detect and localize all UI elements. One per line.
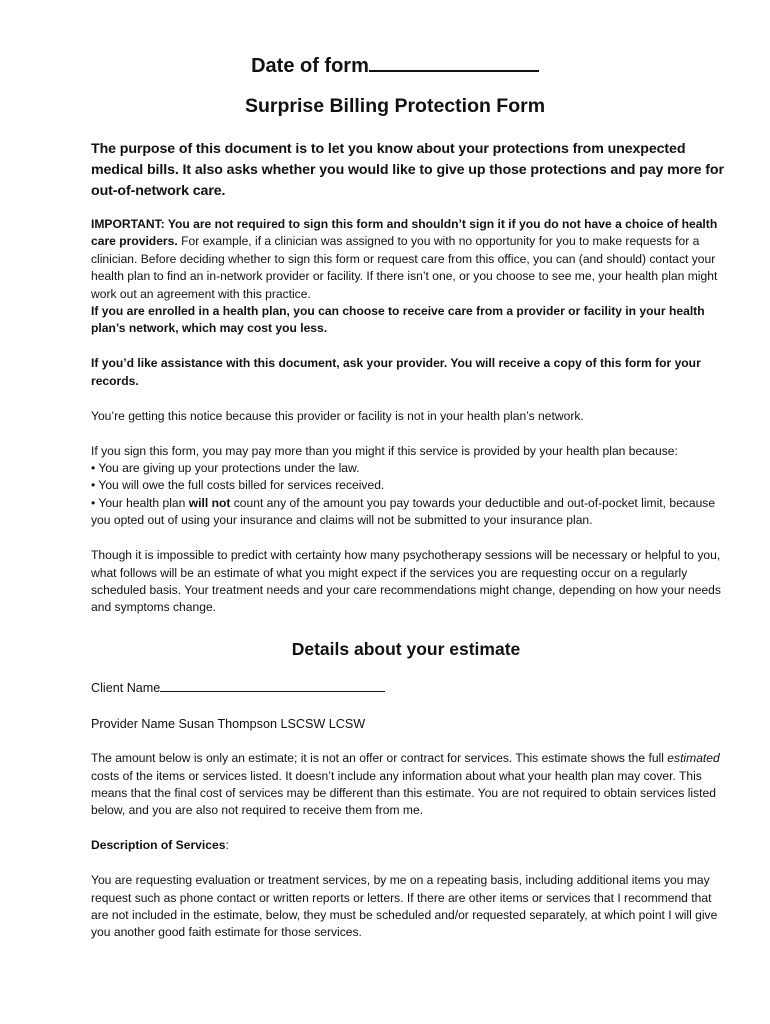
assistance-bold: If you’d like assistance with this document, ask your provider. You will receive a copy of this form for your records. (91, 356, 701, 388)
estimate-note-pre: The amount below is only an estimate; it is not an offer or contract for services. This estimate shows the full (91, 751, 668, 766)
client-name-line (91, 679, 728, 697)
date-of-form-blank[interactable] (369, 50, 539, 72)
important-text: For example, if a clinician was assigned to you with no opportunity for you to make requests for a clinician. Before deciding whether to sign this form or request care from this office, you can (and should) contact your health plan to find an in-network provider or facility. If there isn’t one, or you choose to see me, your health plan might work out an agreement with this practice. (91, 234, 718, 301)
date-of-form-line (0, 0, 770, 76)
sign-intro: If you sign this form, you may pay more than you might if this service is provided by your health plan because: (91, 443, 678, 458)
client-name-label: Client Name (91, 680, 161, 695)
estimate-note-paragraph (91, 750, 728, 820)
bullet-full-costs: • You will owe the full costs billed for services received. (91, 478, 385, 493)
services-paragraph: You are requesting evaluation or treatment services, by me on a repeating basis, including additional items you may request such as phone contact or written reports or letters. If there are other items or services that I recommend that are not included in the estimate, below, they must be scheduled and/or requested separately, at which point I will give you another good faith estimate for those services. (91, 873, 718, 940)
form-title: Surprise Billing Protection Form (244, 95, 546, 117)
bullet-deductible (91, 495, 728, 530)
notice-paragraph: You’re getting this notice because this provider or facility is not in your health plan’s network. (91, 408, 584, 423)
estimate-section-title: Details about your estimate (291, 638, 521, 659)
bullet3-pre: • Your health plan (91, 495, 189, 510)
estimate-note-post: costs of the items or services listed. It doesn’t include any information about what your health plan may cover. This means that the final cost of services may be different than this estimate. You are not required to obtain services listed below, and you are also not required to receive them from me. (91, 768, 716, 818)
in-network-bold: If you are enrolled in a health plan, you can choose to receive care from a provider or facility in your health plan’s network, which may cost you less. (91, 304, 705, 336)
in-network-note (91, 303, 728, 338)
prediction-paragraph: Though it is impossible to predict with certainty how many psychotherapy sessions will be necessary or helpful to you, what follows will be an estimate of what you might expect if the services you are requesting occur on a regularly scheduled basis. Your treatment needs and your care recommendations might change, depending on how your needs and symptoms change. (91, 548, 721, 615)
provider-name-line: Provider Name Susan Thompson LSCSW LCSW (91, 716, 366, 731)
bullet-protections: • You are giving up your protections under the law. (91, 460, 360, 475)
date-of-form-label: Date of form (251, 55, 369, 77)
services-label: Description of Services (91, 838, 226, 853)
services-colon: : (225, 838, 229, 853)
bullet3-post: count any of the amount you pay towards your deductible and out-of-pocket limit, because you opted out of using your insurance and claims will not be submitted to your insurance plan. (91, 495, 716, 528)
assistance-paragraph (91, 355, 728, 390)
bullet3-bold: will not (188, 495, 231, 510)
client-name-field[interactable] (160, 679, 385, 692)
important-bold-lead: IMPORTANT: You are not required to sign this form and shouldn’t sign it if you do not have a choice of health care providers. (91, 217, 718, 249)
estimate-note-italic: estimated (667, 751, 720, 766)
important-paragraph (91, 216, 728, 303)
purpose-paragraph: The purpose of this document is to let you know about your protections from unexpected medical bills. It also asks whether you would like to give up those protections and pay more for out-of-network care. (91, 141, 724, 199)
services-heading (91, 837, 728, 854)
